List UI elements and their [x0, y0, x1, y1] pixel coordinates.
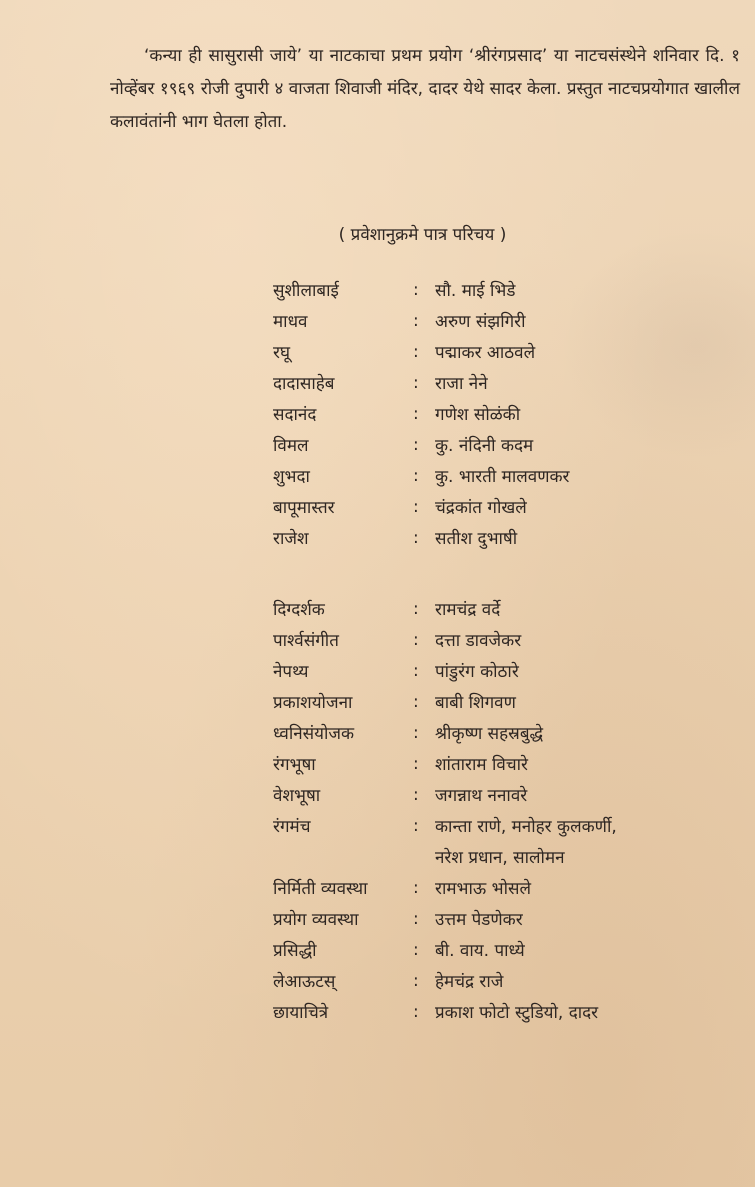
role-label: नेपथ्य	[273, 662, 309, 682]
person-name: रामचंद्र वर्दे	[435, 600, 501, 620]
intro-section	[110, 40, 740, 139]
role-label: पार्श्वसंगीत	[273, 631, 339, 651]
separator-colon: :	[413, 372, 419, 393]
crew-row	[273, 965, 733, 996]
person-name: राजा नेने	[435, 374, 488, 394]
person-name: श्रीकृष्ण सहस्रबुद्धे	[435, 724, 544, 744]
crew-row	[273, 624, 733, 655]
separator-colon: :	[413, 815, 419, 836]
person-name: रामभाऊ भोसले	[435, 879, 531, 899]
role-label: सदानंद	[273, 405, 317, 425]
separator-colon: :	[413, 753, 419, 774]
role-label: शुभदा	[273, 467, 310, 487]
person-name: शांताराम विचारे	[435, 755, 528, 775]
cast-row	[273, 522, 733, 553]
role-label: बापूमास्तर	[273, 498, 335, 518]
person-name: उत्तम पेडणेकर	[435, 910, 523, 930]
role-label: निर्मिती व्यवस्था	[273, 879, 368, 899]
separator-colon: :	[413, 310, 419, 331]
separator-colon: :	[413, 877, 419, 898]
role-label: लेआऊटस्	[273, 972, 336, 992]
separator-colon: :	[413, 1001, 419, 1022]
role-label: रंगभूषा	[273, 755, 316, 775]
crew-row	[273, 872, 733, 903]
crew-list	[273, 593, 733, 1027]
person-name: हेमचंद्र राजे	[435, 972, 504, 992]
person-name: कु. भारती मालवणकर	[435, 467, 570, 487]
separator-colon: :	[413, 784, 419, 805]
separator-colon: :	[413, 341, 419, 362]
role-label: प्रयोग व्यवस्था	[273, 910, 359, 930]
person-name: दत्ता डावजेकर	[435, 631, 522, 651]
separator-colon: :	[413, 970, 419, 991]
person-name: कु. नंदिनी कदम	[435, 436, 534, 456]
person-name: पांडुरंग कोठारे	[435, 662, 519, 682]
separator-colon: :	[413, 465, 419, 486]
crew-row	[273, 655, 733, 686]
cast-row	[273, 429, 733, 460]
person-name: बी. वाय. पाध्ये	[435, 941, 525, 961]
role-label: ध्वनिसंयोजक	[273, 724, 355, 744]
separator-colon: :	[413, 403, 419, 424]
intro-paragraph: ‘कन्या ही सासुरासी जाये’ या नाटकाचा प्रथम प्रयोग ‘श्रीरंगप्रसाद’ या नाटचसंस्थेने शनिवार दि. १ नोव्हेंबर १९६९ रोजी दुपारी ४ वाजता शिवाजी मंदिर, दादर येथे सादर केला. प्रस्तुत नाटचप्रयोगात खालील कलावंतांनी भाग घेतला होता.	[110, 46, 740, 132]
separator-colon: :	[413, 496, 419, 517]
person-name: जगन्नाथ ननावरे	[435, 786, 528, 806]
cast-row	[273, 398, 733, 429]
role-label: छायाचित्रे	[273, 1003, 329, 1023]
role-label: सुशीलाबाई	[273, 281, 339, 301]
separator-colon: :	[413, 660, 419, 681]
person-name: प्रकाश फोटो स्टुडियो, दादर	[435, 1003, 599, 1023]
cast-row	[273, 305, 733, 336]
person-name: चंद्रकांत गोखले	[435, 498, 527, 518]
cast-row	[273, 367, 733, 398]
separator-colon: :	[413, 279, 419, 300]
crew-row	[273, 903, 733, 934]
separator-colon: :	[413, 908, 419, 929]
crew-row	[273, 748, 733, 779]
crew-row-continuation	[273, 841, 733, 872]
cast-heading: ( प्रवेशानुक्रमे पात्र परिचय )	[338, 225, 507, 245]
role-label: दिग्दर्शक	[273, 600, 325, 620]
cast-row	[273, 460, 733, 491]
crew-row	[273, 593, 733, 624]
person-name: अरुण संझगिरी	[435, 312, 526, 332]
role-label: रघू	[273, 343, 290, 363]
cast-row	[273, 336, 733, 367]
crew-row	[273, 996, 733, 1027]
person-name: पद्माकर आठवले	[435, 343, 536, 363]
crew-row	[273, 779, 733, 810]
role-label: दादासाहेब	[273, 374, 335, 394]
separator-colon: :	[413, 527, 419, 548]
cast-list	[273, 274, 733, 553]
role-label: प्रसिद्धी	[273, 941, 317, 961]
person-name: सतीश दुभाषी	[435, 529, 518, 549]
person-name: गणेश सोळंकी	[435, 405, 521, 425]
person-name-continuation: नरेश प्रधान, सालोमन	[435, 848, 565, 868]
role-label: वेशभूषा	[273, 786, 321, 806]
crew-row	[273, 810, 733, 841]
role-label: प्रकाशयोजना	[273, 693, 353, 713]
role-label: माधव	[273, 312, 308, 332]
crew-row	[273, 686, 733, 717]
cast-row	[273, 274, 733, 305]
separator-colon: :	[413, 598, 419, 619]
separator-colon: :	[413, 722, 419, 743]
role-label: रंगमंच	[273, 817, 311, 837]
person-name: बाबी शिगवण	[435, 693, 516, 713]
separator-colon: :	[413, 434, 419, 455]
crew-row	[273, 934, 733, 965]
role-label: राजेश	[273, 529, 309, 549]
separator-colon: :	[413, 629, 419, 650]
separator-colon: :	[413, 691, 419, 712]
cast-row	[273, 491, 733, 522]
person-name: सौ. माई भिडे	[435, 281, 516, 301]
crew-row	[273, 717, 733, 748]
separator-colon: :	[413, 939, 419, 960]
role-label: विमल	[273, 436, 309, 456]
person-name: कान्ता राणे, मनोहर कुलकर्णी,	[435, 817, 617, 837]
